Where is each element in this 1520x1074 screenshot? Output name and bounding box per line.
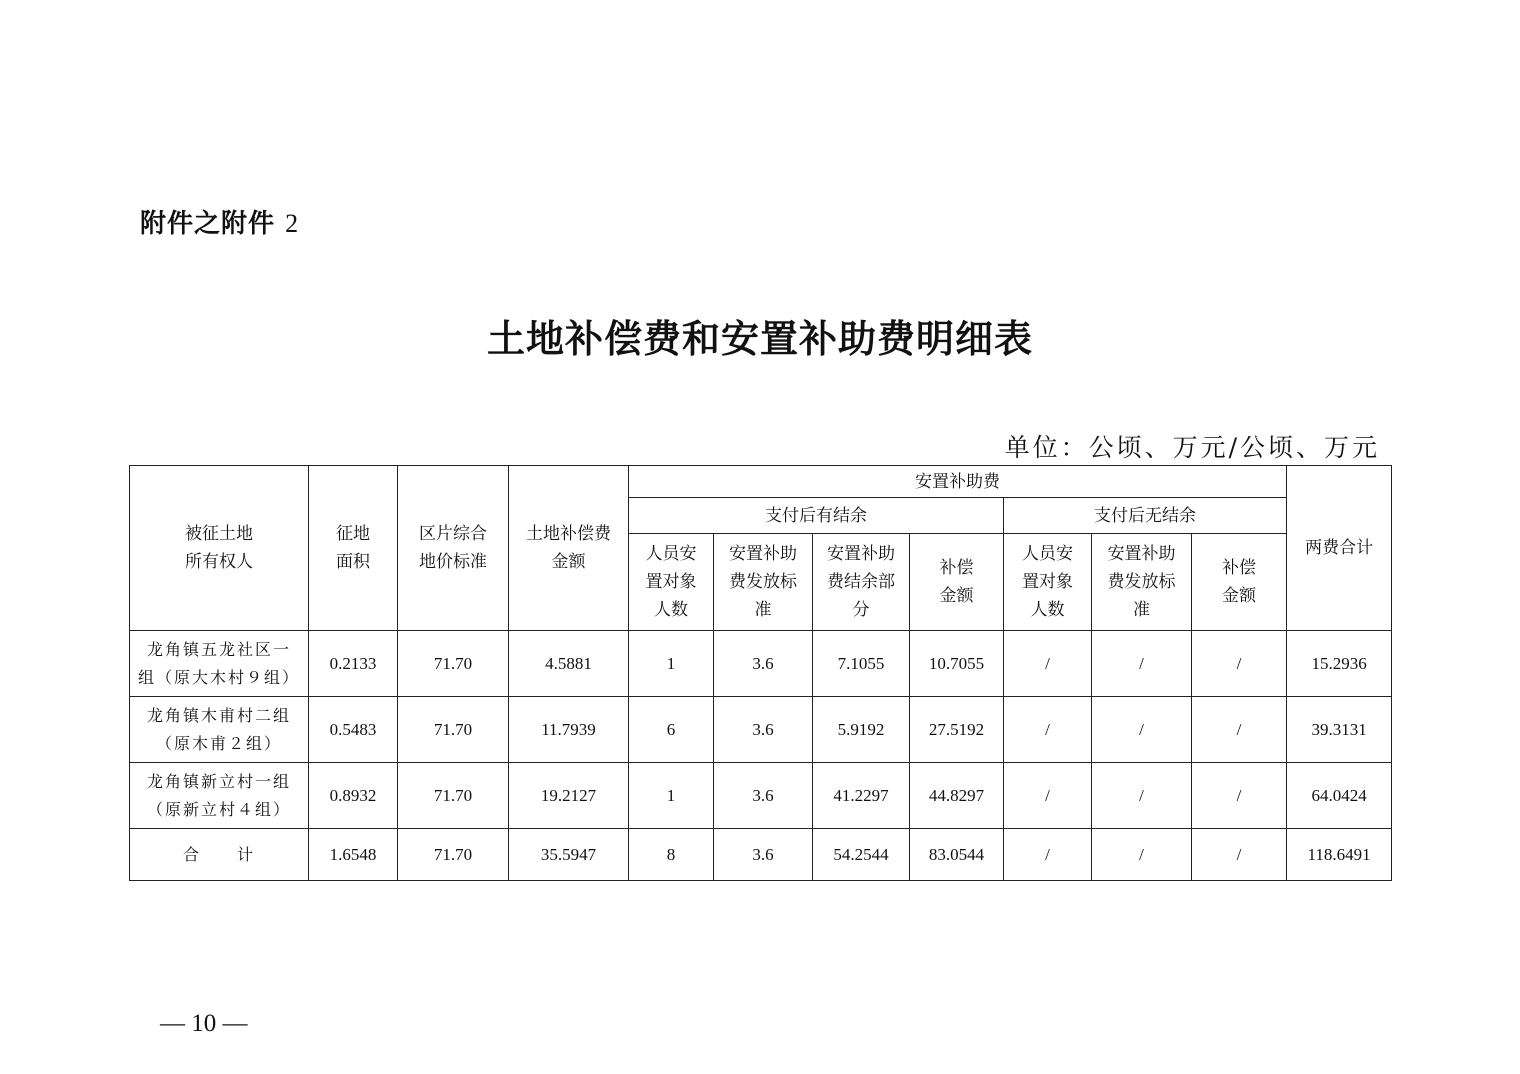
header-ws-persons: 人员安 置对象 人数	[629, 534, 714, 631]
header-wo-standard: 安置补助 费发放标 准	[1092, 534, 1192, 631]
owner-cell: 龙角镇木甫村二组 （原木甫２组）	[130, 697, 309, 763]
table-cell: 0.2133	[309, 631, 398, 697]
header-without-surplus: 支付后无结余	[1004, 498, 1287, 534]
header-owner: 被征土地 所有权人	[130, 466, 309, 631]
table-cell: /	[1004, 631, 1092, 697]
compensation-table	[129, 465, 1392, 881]
page-title: 土地补偿费和安置补助费明细表	[486, 316, 1033, 361]
page-number: — 10 —	[160, 1010, 248, 1037]
table-cell: 0.8932	[309, 763, 398, 829]
table-cell: 15.2936	[1287, 631, 1392, 697]
table-cell: /	[1192, 829, 1287, 881]
table-cell: 3.6	[714, 829, 813, 881]
table-row	[130, 697, 1392, 763]
table-cell: 3.6	[714, 697, 813, 763]
table-cell: /	[1092, 631, 1192, 697]
table-cell: 6	[629, 697, 714, 763]
table-row	[130, 631, 1392, 697]
table-cell: 118.6491	[1287, 829, 1392, 881]
header-ws-amount: 补偿 金额	[910, 534, 1004, 631]
header-with-surplus: 支付后有结余	[629, 498, 1004, 534]
table-cell: /	[1004, 763, 1092, 829]
table-cell: 19.2127	[509, 763, 629, 829]
header-land-compensation: 土地补偿费 金额	[509, 466, 629, 631]
table-cell: 83.0544	[910, 829, 1004, 881]
table-cell: 10.7055	[910, 631, 1004, 697]
table-cell: 3.6	[714, 763, 813, 829]
header-total: 两费合计	[1287, 466, 1392, 631]
total-label: 合 计	[130, 829, 309, 881]
header-resettlement: 安置补助费	[629, 466, 1287, 498]
table-cell: /	[1004, 829, 1092, 881]
table-cell: 71.70	[398, 697, 509, 763]
table-cell: 71.70	[398, 829, 509, 881]
attachment-number: 2	[285, 209, 300, 238]
attachment-label: 附件之附件 2	[140, 209, 300, 239]
table-cell: 1.6548	[309, 829, 398, 881]
table-cell: 39.3131	[1287, 697, 1392, 763]
table-cell: /	[1092, 829, 1192, 881]
table-cell: 0.5483	[309, 697, 398, 763]
table-cell: 64.0424	[1287, 763, 1392, 829]
table-cell: 44.8297	[910, 763, 1004, 829]
table-cell: /	[1004, 697, 1092, 763]
table-cell: /	[1092, 697, 1192, 763]
table-cell: 1	[629, 631, 714, 697]
table-cell: 71.70	[398, 763, 509, 829]
table-cell: /	[1192, 763, 1287, 829]
table-cell: /	[1092, 763, 1192, 829]
table-cell: /	[1192, 697, 1287, 763]
table-cell: 54.2544	[813, 829, 910, 881]
table-cell: 1	[629, 763, 714, 829]
table-cell: 7.1055	[813, 631, 910, 697]
table-cell: 11.7939	[509, 697, 629, 763]
table-cell: 27.5192	[910, 697, 1004, 763]
header-wo-amount: 补偿 金额	[1192, 534, 1287, 631]
table-cell: /	[1192, 631, 1287, 697]
header-ws-standard: 安置补助 费发放标 准	[714, 534, 813, 631]
unit-note: 单位：公顷、万元/公顷、万元	[1004, 433, 1380, 462]
table-cell: 8	[629, 829, 714, 881]
table-cell: 4.5881	[509, 631, 629, 697]
table-cell: 41.2297	[813, 763, 910, 829]
header-land-price: 区片综合 地价标准	[398, 466, 509, 631]
table-cell: 71.70	[398, 631, 509, 697]
table-cell: 5.9192	[813, 697, 910, 763]
table-cell: 3.6	[714, 631, 813, 697]
table-row	[130, 763, 1392, 829]
owner-cell: 龙角镇五龙社区一 组（原大木村９组）	[130, 631, 309, 697]
total-row	[130, 829, 1392, 881]
owner-cell: 龙角镇新立村一组 （原新立村４组）	[130, 763, 309, 829]
header-wo-persons: 人员安 置对象 人数	[1004, 534, 1092, 631]
header-ws-surplus: 安置补助 费结余部 分	[813, 534, 910, 631]
header-area: 征地 面积	[309, 466, 398, 631]
table-cell: 35.5947	[509, 829, 629, 881]
